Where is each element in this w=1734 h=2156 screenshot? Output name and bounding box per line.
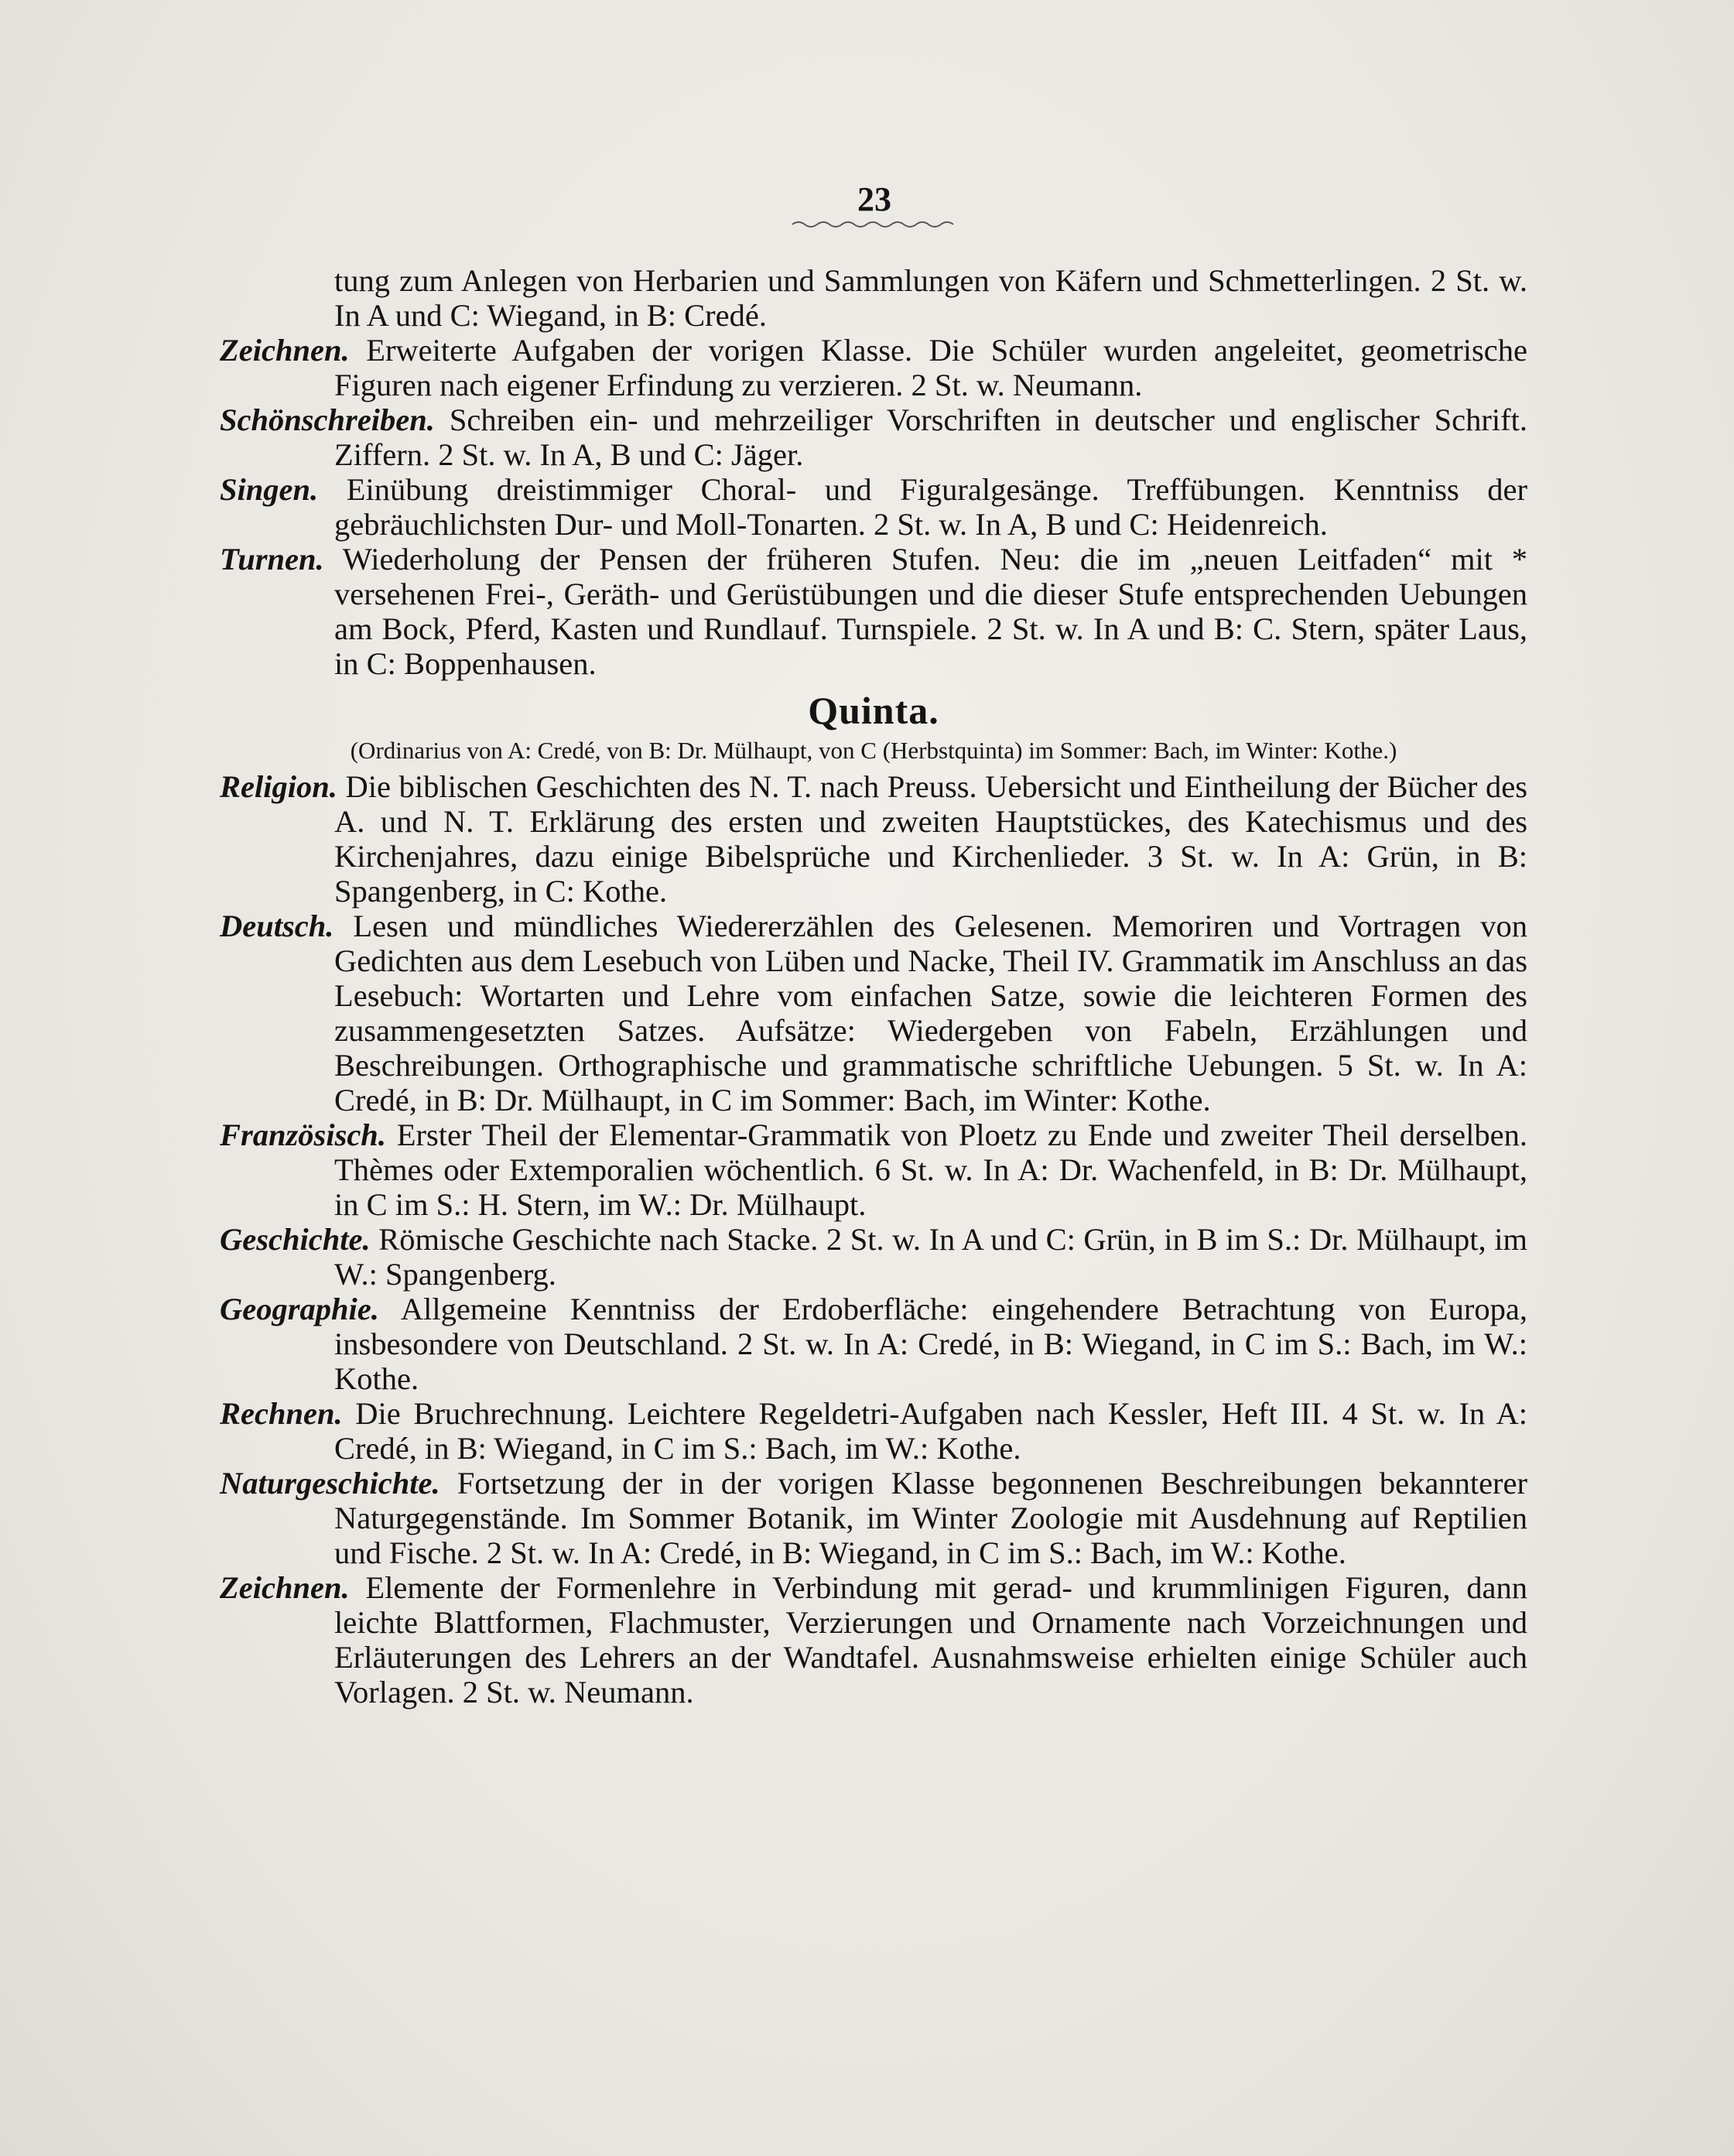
- entry-text: Elemente der Formenlehre in Verbindung mit gerad- und krummlinigen Figuren, dann leichte Blattformen, Flachmuster, Verzierungen und Ornamente nach Vorzeichnungen und Erläuterungen des Lehrers an der Wandtafel. Ausnahmsweise erhielten einige Schüler auch Vorlagen. 2 St. w. Neumann.: [334, 1570, 1527, 1709]
- subject-entry: [220, 1222, 1527, 1292]
- body-text: [220, 263, 1527, 1709]
- subject-label: Schönschreiben.: [220, 402, 435, 437]
- entry-text: Schreiben ein- und mehrzeiliger Vorschriften in deutscher und englischer Schrift. Ziffern. 2 St. w. In A, B und C: Jäger.: [334, 402, 1527, 472]
- subject-entry: [220, 1396, 1527, 1466]
- entry-text: Erster Theil der Elementar-Grammatik von Ploetz zu Ende und zweiter Theil derselben. Thèmes oder Extemporalien wöchentlich. 6 St. w. In A: Dr. Wachenfeld, in B: Dr. Mülhaupt, in C im S.: H. Stern, im W.: Dr. Mülhaupt.: [334, 1117, 1528, 1222]
- decorative-rule: [789, 218, 959, 229]
- subject-entry: [220, 1292, 1527, 1396]
- subject-label: Turnen.: [220, 542, 324, 577]
- subject-entry: [220, 1117, 1527, 1222]
- section-heading: Quinta.: [808, 689, 939, 732]
- subject-entry: [220, 542, 1527, 681]
- entry-text: Die biblischen Geschichten des N. T. nach Preuss. Uebersicht und Eintheilung der Bücher des A. und N. T. Erklärung des ersten und zweiten Hauptstückes, des Katechismus und des Kirchenjahres, dazu einige Bibelsprüche und Kirchenlieder. 3 St. w. In A: Grün, in B: Spangenberg, in C: Kothe.: [334, 769, 1527, 909]
- subject-entry: [220, 472, 1527, 542]
- subject-label: Französisch.: [220, 1117, 386, 1152]
- entry-text: tung zum Anlegen von Herbarien und Sammlungen von Käfern und Schmetterlingen. 2 St. w. In A und C: Wiegand, in B: Credé.: [334, 263, 1527, 333]
- subject-entry: [220, 1466, 1527, 1570]
- subject-label: Zeichnen.: [220, 333, 350, 368]
- ordinarius-note: (Ordinarius von A: Credé, von B: Dr. Mülhaupt, von C (Herbstquinta) im Sommer: Bach, im Winter: Kothe.): [350, 737, 1397, 764]
- entry-text: Wiederholung der Pensen der früheren Stufen. Neu: die im „neuen Leitfaden“ mit * versehenen Frei-, Geräth- und Gerüstübungen und die dieser Stufe entsprechenden Uebungen am Bock, Pferd, Kasten und Rundlauf. Turnspiele. 2 St. w. In A und B: C. Stern, später Laus, in C: Boppenhausen.: [334, 542, 1527, 681]
- subject-entry: [220, 263, 1527, 333]
- subject-entry: [220, 769, 1527, 909]
- subject-label: Geographie.: [220, 1292, 379, 1326]
- subject-label: Zeichnen.: [220, 1570, 350, 1605]
- subject-label: Religion.: [220, 769, 337, 804]
- subject-entry: [220, 1570, 1527, 1709]
- subject-entry: [220, 402, 1527, 472]
- subject-label: Geschichte.: [220, 1222, 371, 1257]
- subject-entry: [220, 333, 1527, 402]
- subject-entry: [220, 909, 1527, 1117]
- subject-label: Rechnen.: [220, 1396, 343, 1431]
- subject-label: Naturgeschichte.: [220, 1466, 440, 1501]
- entry-text: Fortsetzung der in der vorigen Klasse begonnenen Beschreibungen bekannterer Naturgegenstände. Im Sommer Botanik, im Winter Zoologie mit Ausdehnung auf Reptilien und Fische. 2 St. w. In A: Credé, in B: Wiegand, in C im S.: Bach, im W.: Kothe.: [334, 1466, 1527, 1570]
- subject-label: Deutsch.: [220, 909, 334, 943]
- subject-label: Singen.: [220, 472, 319, 507]
- entry-text: Römische Geschichte nach Stacke. 2 St. w. In A und C: Grün, in B im S.: Dr. Mülhaupt, im W.: Spangenberg.: [334, 1222, 1528, 1292]
- entry-text: Allgemeine Kenntniss der Erdoberfläche: eingehendere Betrachtung von Europa, insbesondere von Deutschland. 2 St. w. In A: Credé, in B: Wiegand, in C im S.: Bach, im W.: Kothe.: [334, 1292, 1527, 1396]
- entry-text: Erweiterte Aufgaben der vorigen Klasse. Die Schüler wurden angeleitet, geometrische Figuren nach eigener Erfindung zu verzieren. 2 St. w. Neumann.: [334, 333, 1528, 402]
- entry-text: Einübung dreistimmiger Choral- und Figuralgesänge. Treffübungen. Kenntniss der gebräuchlichsten Dur- und Moll-Tonarten. 2 St. w. In A, B und C: Heidenreich.: [334, 472, 1527, 542]
- entry-text: Lesen und mündliches Wiedererzählen des Gelesenen. Memoriren und Vortragen von Gedichten aus dem Lesebuch von Lüben und Nacke, Theil IV. Grammatik im Anschluss an das Lesebuch: Wortarten und Lehre vom einfachen Satze, sowie die leichteren Formen des zusammengesetzten Satzes. Aufsätze: Wiedergeben von Fabeln, Erzählungen und Beschreibungen. Orthographische und grammatische schriftliche Uebungen. 5 St. w. In A: Credé, in B: Dr. Mülhaupt, in C im Sommer: Bach, im Winter: Kothe.: [334, 909, 1527, 1117]
- page-number: 23: [857, 180, 891, 218]
- entry-text: Die Bruchrechnung. Leichtere Regeldetri-Aufgaben nach Kessler, Heft III. 4 St. w. In A: Credé, in B: Wiegand, in C im S.: Bach, im W.: Kothe.: [334, 1396, 1527, 1466]
